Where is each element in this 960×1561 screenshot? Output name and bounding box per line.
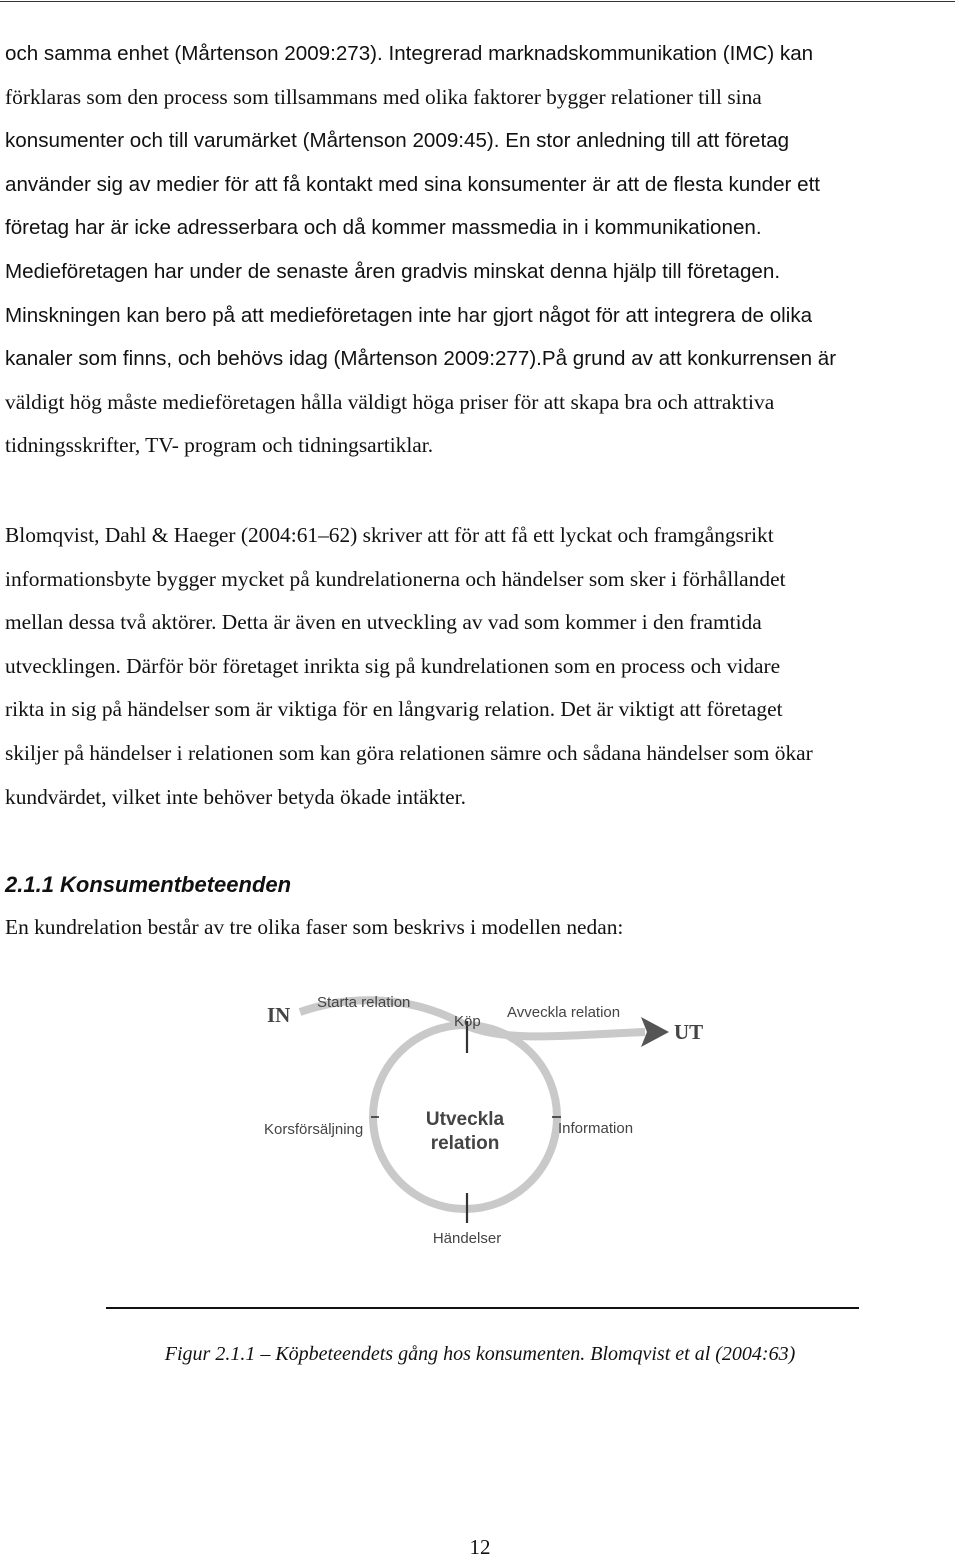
text-line: skiljer på händelser i relationen som kan göra relationen sämre och sådana händelser som ökar [5, 740, 813, 765]
label-starta-relation: Starta relation [317, 994, 411, 1011]
page-number: 12 [469, 1535, 491, 1559]
text-line: företag har är icke adresserbara och då kommer massmedia in i kommunikationen. [5, 216, 762, 240]
label-korsforsaljning: Korsförsäljning [264, 1121, 364, 1138]
label-handelser: Händelser [432, 1230, 502, 1247]
paragraph-relationships [5, 514, 960, 819]
text-line: tidningsskrifter, TV- program och tidningsartiklar. [5, 433, 434, 458]
figure-caption: Figur 2.1.1 – Köpbeteendets gång hos konsumenten. Blomqvist et al (2004:63) [164, 1343, 796, 1365]
text-line: informationsbyte bygger mycket på kundrelationerna och händelser som sker i förhållandet [5, 566, 786, 591]
top-rule [0, 1, 955, 2]
section-intro: En kundrelation består av tre olika faser som beskrivs i modellen nedan: [5, 915, 624, 939]
label-in: IN [267, 1003, 291, 1027]
label-kop: Köp [454, 1013, 481, 1030]
exit-arrow-icon [641, 1017, 669, 1047]
text-line: rikta in sig på händelser som är viktiga för en långvarig relation. Det är viktigt att företaget [5, 697, 783, 722]
text-line: kundvärdet, vilket inte behöver betyda ökade intäkter. [5, 784, 466, 809]
text-line: utvecklingen. Därför bör företaget inrikta sig på kundrelationen som en process och vidare [5, 653, 781, 678]
text-line: mellan dessa två aktörer. Detta är även en utveckling av vad som kommer i den framtida [5, 610, 762, 635]
text-line: använder sig av medier för att få kontakt med sina konsumenter är att de flesta kunder ett [5, 172, 821, 196]
paragraph-imc [5, 32, 960, 468]
text-line: kanaler som finns, och behövs idag (Mårtenson 2009:277).På grund av att konkurrensen är [5, 347, 837, 371]
text-line: väldigt hög måste medieföretagen hålla väldigt höga priser för att skapa bra och attraktiva [5, 389, 775, 414]
text-line: Medieföretagen har under de senaste åren gradvis minskat denna hjälp till företagen. [5, 259, 781, 283]
section-heading: 2.1.1 Konsumentbeteenden [5, 872, 292, 897]
text-line: Blomqvist, Dahl & Haeger (2004:61–62) skriver att för att få ett lyckat och framgångsrikt [5, 523, 774, 547]
figure-rule [106, 1307, 859, 1309]
label-avveckla-relation: Avveckla relation [507, 1004, 621, 1021]
label-utveckla: Utveckla [425, 1109, 505, 1130]
label-ut: UT [674, 1020, 704, 1044]
text-line: Minskningen kan bero på att medieföretagen inte har gjort något för att integrera de olika [5, 303, 813, 327]
label-relation: relation [430, 1133, 500, 1154]
text-line: och samma enhet (Mårtenson 2009:273). Integrerad marknadskommunikation (IMC) kan [5, 42, 814, 65]
customer-relation-diagram [245, 965, 725, 1260]
label-information: Information [558, 1120, 634, 1137]
text-line: förklaras som den process som tillsammans med olika faktorer bygger relationer till sina [5, 84, 762, 109]
text-line: konsumenter och till varumärket (Mårtenson 2009:45). En stor anledning till att företag [5, 129, 790, 153]
